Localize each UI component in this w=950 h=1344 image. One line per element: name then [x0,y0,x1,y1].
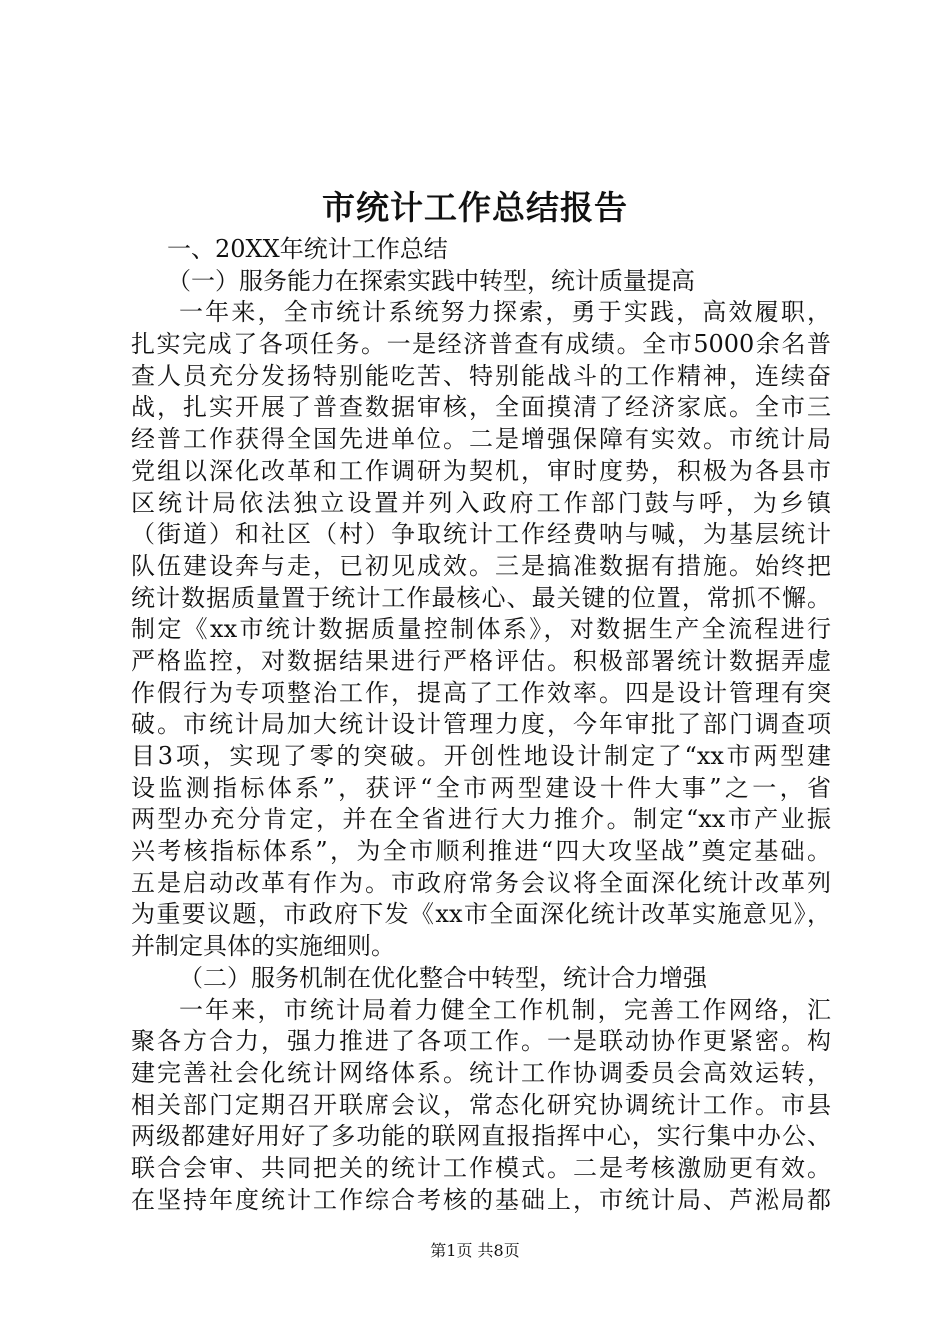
text-line: 区统计局依法独立设置并列入政府工作部门鼓与呼，为乡镇 [131,488,831,517]
document-title: 市统计工作总结报告 [322,188,628,227]
text-line: （二）服务机制在优化整合中转型，统计合力增强 [179,963,707,992]
text-line: 并制定具体的实施细则。 [131,932,395,961]
text-line: 破。市统计局加大统计设计管理力度，今年审批了部门调查项 [131,710,831,739]
text-line: 聚各方合力，强力推进了各项工作。一是联动协作更紧密。构 [131,1027,831,1056]
text-line: 队伍建设奔与走，已初见成效。三是搞准数据有措施。始终把 [131,551,831,580]
text-line: 一、20XX年统计工作总结 [167,235,448,263]
text-line: 五是启动改革有作为。市政府常务会议将全面深化统计改革列 [131,868,831,897]
text-line: 经普工作获得全国先进单位。二是增强保障有实效。市统计局 [131,425,831,454]
text-line: （一）服务能力在探索实践中转型，统计质量提高 [167,266,695,295]
page-footer: 第1页 共8页 [430,1241,520,1260]
document-body [131,234,831,1216]
text-line: 联合会审、共同把关的统计工作模式。二是考核激励更有效。 [131,1153,831,1182]
text-line: 扎实完成了各项任务。一是经济普查有成绩。全市5000余名普 [131,330,831,359]
text-line: 严格监控，对数据结果进行严格评估。积极部署统计数据弄虚 [131,646,831,675]
text-line: 党组以深化改革和工作调研为契机，审时度势，积极为各县市 [131,456,831,485]
text-line: 相关部门定期召开联席会议，常态化研究协调统计工作。市县 [131,1090,831,1119]
text-line: 统计数据质量置于统计工作最核心、最关键的位置，常抓不懈。 [131,583,831,612]
text-line: 两型办充分肯定，并在全省进行大力推介。制定“xx市产业振 [131,805,831,834]
text-line: 战，扎实开展了普查数据审核，全面摸清了经济家底。全市三 [131,393,831,422]
text-line: 兴考核指标体系”，为全市顺利推进“四大攻坚战”奠定基础。 [131,837,831,866]
text-line: 作假行为专项整治工作，提高了工作效率。四是设计管理有突 [131,678,831,707]
text-line: 为重要议题，市政府下发《xx市全面深化统计改革实施意见》， [131,900,831,929]
text-line: 一年来，市统计局着力健全工作机制，完善工作网络，汇 [179,995,831,1024]
text-line: 建完善社会化统计网络体系。统计工作协调委员会高效运转， [131,1058,831,1087]
text-line: （街道）和社区（村）争取统计工作经费呐与喊，为基层统计 [131,520,831,549]
text-line: 设监测指标体系”，获评“全市两型建设十件大事”之一，省 [131,773,831,802]
text-line: 两级都建好用好了多功能的联网直报指挥中心，实行集中办公、 [131,1122,831,1151]
text-line: 一年来，全市统计系统努力探索，勇于实践，高效履职， [179,298,831,327]
text-line: 在坚持年度统计工作综合考核的基础上，市统计局、芦淞局都 [131,1185,831,1214]
text-line: 查人员充分发扬特别能吃苦、特别能战斗的工作精神，连续奋 [131,361,831,390]
text-line: 制定《xx市统计数据质量控制体系》，对数据生产全流程进行 [131,615,831,644]
text-line: 目3项，实现了零的突破。开创性地设计制定了“xx市两型建 [131,742,831,770]
